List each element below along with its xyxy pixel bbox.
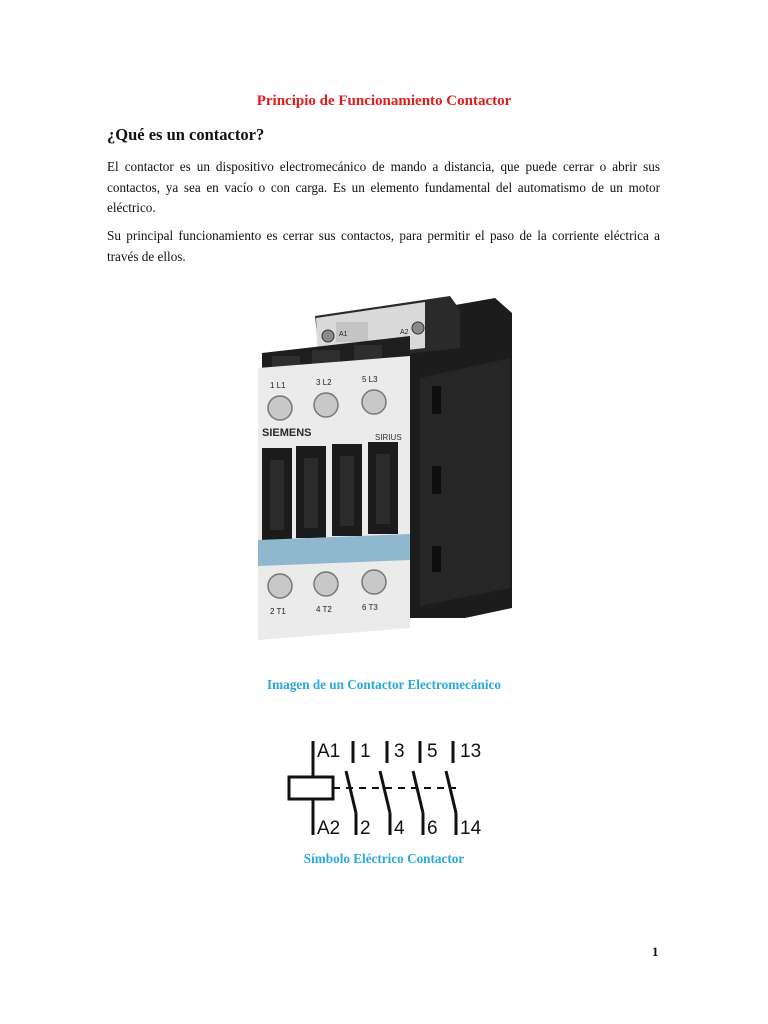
series-label: SIRIUS — [375, 433, 402, 442]
symbol-top-label: 1 — [360, 741, 371, 762]
section-heading: ¿Qué es un contactor? — [107, 125, 265, 144]
paragraph-2: Su principal funcionamiento es cerrar sus contactos, para permitir el paso de la corriente eléctrica a través de ellos. — [107, 228, 660, 264]
terminal-6t3-label: 6 T3 — [362, 603, 378, 612]
page-number: 1 — [652, 944, 659, 959]
symbol-bottom-label: 6 — [427, 818, 438, 839]
contactor-symbol-diagram — [284, 733, 484, 843]
terminal-5l3-label: 5 L3 — [362, 375, 378, 384]
symbol-bottom-label: 4 — [394, 818, 405, 839]
symbol-top-label: 13 — [460, 741, 482, 762]
symbol-top-label: 3 — [394, 741, 405, 762]
terminal-3l2-label: 3 L2 — [316, 378, 332, 387]
paragraph-1: El contactor es un dispositivo electromecánico de mando a distancia, que puede cerrar o abrir sus contactos, ya sea en vacío o con carga. Es un elemento fundamental del automatismo de un motor eléctrico. — [107, 159, 660, 215]
symbol-bottom-label: A2 — [317, 818, 341, 839]
terminal-1l1-label: 1 L1 — [270, 381, 286, 390]
contactor-photo — [250, 288, 526, 648]
figure2-caption: Símbolo Eléctrico Contactor — [303, 851, 465, 866]
coil-a2-label: A2 — [400, 329, 409, 336]
symbol-top-label: A1 — [317, 741, 341, 762]
terminal-4t2-label: 4 T2 — [316, 605, 332, 614]
brand-label: SIEMENS — [262, 427, 312, 439]
page-title: Principio de Funcionamiento Contactor — [256, 93, 512, 109]
figure1-caption: Imagen de un Contactor Electromecánico — [267, 677, 501, 692]
symbol-top-label: 5 — [427, 741, 438, 762]
symbol-bottom-label: 14 — [460, 818, 482, 839]
terminal-2t1-label: 2 T1 — [270, 607, 286, 616]
symbol-bottom-label: 2 — [360, 818, 371, 839]
coil-a1-label: A1 — [339, 331, 348, 338]
